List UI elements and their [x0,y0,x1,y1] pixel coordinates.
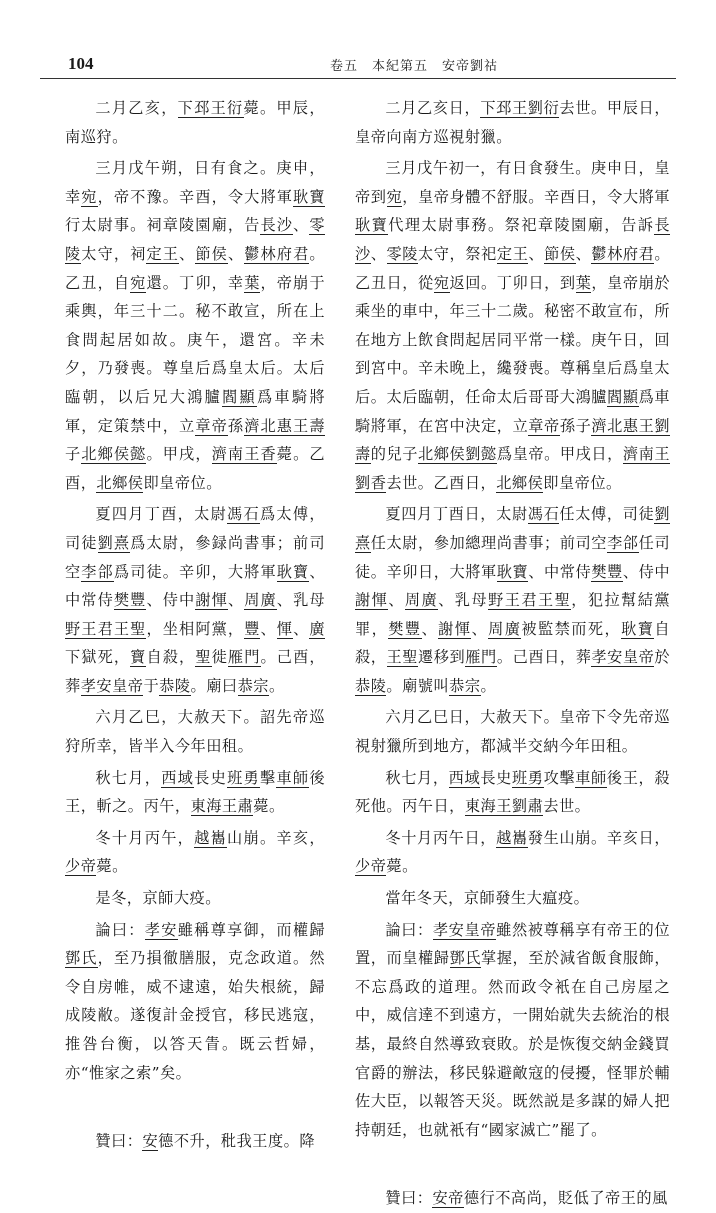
proper-noun: 車師 [276,768,310,787]
proper-noun: 節侯 [195,244,228,263]
proper-noun: 北鄉侯 [81,445,131,464]
text-run: 、 [293,619,310,638]
proper-noun: 少帝 [355,857,387,876]
proper-noun: 班勇 [227,768,260,787]
text-run: 任太傅，司徒 [559,505,655,524]
proper-noun: 車師 [575,768,607,787]
proper-noun: 懿 [130,445,147,464]
text-run: 攻擊 [543,768,576,787]
text-run: 被監禁而死， [521,619,622,638]
proper-noun: 廣 [309,619,326,638]
proper-noun: 謝惲 [195,591,228,610]
proper-noun: 閻顯 [607,387,639,406]
text-run: 德不升，秕我王度。降 [158,1132,316,1151]
proper-noun: 劉熹 [355,505,671,552]
text-run: 。廟曰 [190,676,238,695]
proper-noun: 耿寶 [496,562,529,581]
proper-noun: 下邳王 [177,99,228,117]
proper-noun: 王聖 [386,648,419,667]
proper-noun: 馮石 [227,505,260,524]
text-run: 冬十月丙午日， [385,828,497,847]
text-run: 夏四月丁酉日，太尉 [385,505,528,524]
proper-noun: 王聖 [537,591,572,610]
proper-noun: 謝惲 [438,619,472,638]
text-run: 雖稱尊享御，而權歸 [177,920,326,939]
text-run: 擊 [259,768,277,787]
proper-noun: 寶 [130,648,147,667]
text-run: 雖然被尊稱享有帝王的位置，而皇權歸 [355,920,671,968]
proper-noun: 雁門 [465,648,497,667]
proper-noun: 豐 [244,619,261,638]
text-run: 贊曰： [95,1132,143,1151]
text-run: 太守，祠 [81,244,147,263]
text-run: 下獄死， [65,648,131,667]
text-run: 、乳母 [438,591,489,610]
text-run: 。 [480,676,497,695]
proper-noun: 周廣 [404,591,439,610]
text-run: 六月乙巳，大赦天下。詔先帝巡狩所幸，皆半入今年田租。 [65,708,325,756]
text-run: 德行不高尚，貶低了帝王的風 [463,1189,668,1208]
proper-noun: 周廣 [244,591,277,610]
proper-noun: 恭宗 [449,676,481,695]
proper-noun: 孝安皇帝 [432,920,497,939]
text-run: 、侍中 [146,591,196,610]
text-run: 冬十月丙午， [95,828,195,847]
text-run: 當年冬天，京師發生大瘟疫。 [385,889,590,908]
text-run: 。乙丑，自 [65,244,326,292]
text-run: 。己酉日，葬 [496,648,592,667]
proper-noun: 鬱林府君 [591,244,655,263]
text-run: 徙 [211,648,228,667]
text-run: 薨。甲辰，南巡狩。 [65,99,326,146]
proper-noun: 謝惲 [355,591,389,610]
text-run: 、 [370,244,387,263]
text-run: 論曰： [95,920,145,939]
proper-noun: 鬱林府君 [244,244,310,263]
proper-noun: 孝安皇帝 [591,648,655,667]
proper-noun: 北鄉侯 [496,473,544,492]
text-run: 。乙丑日，從 [355,244,671,292]
text-run: 爲車騎將軍，在宮中決定，立 [355,387,671,435]
text-run: 去世。乙酉日， [386,473,497,492]
paragraph [355,94,670,151]
proper-noun: 越巂 [194,828,228,847]
text-run: 代理太尉事務。祭祀章陵園廟，告訴 [388,216,655,235]
text-run: 行太尉事。祠章陵園廟，告 [65,216,261,235]
proper-noun: 安帝 [432,1189,464,1208]
paragraph [355,884,670,913]
text-run: 于 [143,676,160,695]
text-run: 。甲戌， [146,445,212,464]
text-run: 三月戊午初一，有日食發生。庚申日，皇帝到 [355,159,670,206]
proper-noun: 聖 [195,648,212,667]
text-run: 山崩。辛亥， [227,828,326,847]
proper-noun: 越巂 [496,828,528,847]
text-run: 太守，祭祀 [418,244,497,263]
proper-noun: 北鄉侯 [96,473,144,492]
text-run: 六月乙巳日，大赦天下。皇帝下令先帝巡視射獵所到地方，都減半交納今年田租。 [355,708,670,756]
text-run: 、 [179,244,196,263]
paragraph [355,154,670,497]
text-run: 、侍中 [622,562,671,581]
text-run: 二月乙亥日， [385,99,481,117]
proper-noun: 濟南王 [622,445,671,464]
proper-noun: 劉熹 [97,533,131,552]
paragraph [355,916,670,1145]
text-run: 薨。 [96,857,128,876]
proper-noun: 濟北惠王 [591,416,655,435]
proper-noun: 馮石 [527,505,560,524]
text-run: 爲司徒。辛卯，大將軍 [113,562,277,581]
text-run: 遷移到 [418,648,466,667]
proper-noun: 樊豐 [591,562,623,581]
proper-noun: 野王君 [65,619,114,638]
proper-noun: 濟南王 [211,445,261,464]
proper-noun: 香 [260,445,277,464]
proper-noun: 肅 [237,797,254,816]
text-run: 、中常侍 [65,562,326,610]
paragraph [355,500,670,700]
text-run: 後王，殺死他。丙午日， [355,768,671,816]
proper-noun: 孝安皇帝 [80,676,144,695]
proper-noun: 零陵 [386,244,419,263]
proper-noun: 長沙 [355,216,671,263]
text-run: 。廟號叫 [386,676,450,695]
translation-column [355,94,671,1208]
text-run: 、 [293,216,310,235]
proper-noun: 西域 [448,768,481,787]
proper-noun: 宛 [433,273,450,292]
text-run: 後王，斬之。丙午， [65,768,326,816]
text-run: 、 [260,619,277,638]
text-run: 爲太尉，參録尚書事；前司空 [65,533,326,581]
proper-noun: 樊豐 [113,591,147,610]
text-run: 即皇帝位。 [143,473,222,492]
paragraph [65,1127,325,1156]
proper-noun: 零陵 [65,216,326,263]
running-head: 卷五 本紀第五 安帝劉祜 [330,59,499,74]
proper-noun: 恭陵 [159,676,191,695]
text-run: 任司徒。辛卯日，大將軍 [355,533,671,581]
proper-noun: 李郃 [607,533,639,552]
proper-noun: 王聖 [113,619,147,638]
proper-noun: 衍 [227,99,244,117]
text-run: 。己酉，葬 [65,648,326,695]
proper-noun: 劉衍 [527,99,560,117]
text-run: 還。丁卯，幸 [146,273,245,292]
proper-noun: 樊豐 [388,619,422,638]
text-run: 的兒子 [370,445,419,464]
text-run: 長史 [194,768,228,787]
proper-noun: 定王 [496,244,529,263]
text-run: 薨。 [386,857,418,876]
text-run: 孫 [227,416,245,435]
proper-noun: 少帝 [65,857,97,876]
proper-noun: 東海王 [190,797,238,816]
text-run: 、中常侍 [528,562,592,581]
paragraph [355,1184,670,1213]
proper-noun: 孝安 [144,920,178,939]
proper-noun: 西域 [161,768,195,787]
proper-noun: 雁門 [227,648,261,667]
proper-noun: 長沙 [260,216,294,235]
text-run: 二月乙亥， [95,99,178,117]
proper-noun: 耿寶 [276,562,310,581]
paragraph [355,824,670,881]
text-run: 秋七月， [385,768,449,787]
text-run: 長史 [480,768,512,787]
page-number: 104 [68,54,94,73]
proper-noun: 宛 [386,187,403,206]
proper-noun: 耿寶 [355,216,389,235]
text-run: ，至乃損徹膳服，克念政道。然令自房帷，威不逮遠，始失根統，歸成陵敝。遂復計金授官，移民逃寇，推咎台衡，以答天眚。既云哲婦，亦“惟家之索”矣。 [65,949,326,1082]
proper-noun: 班勇 [511,768,544,787]
proper-noun: 北鄉侯 [418,445,466,464]
proper-noun: 劉懿 [465,445,497,464]
text-run: 贊曰： [385,1189,433,1208]
proper-noun: 壽 [309,416,326,435]
text-run: 發生山崩。辛亥日， [527,828,671,847]
paragraph [65,884,325,913]
paragraph [65,764,325,821]
text-run: 、 [388,591,405,610]
proper-noun: 鄧氏 [449,949,482,968]
proper-noun: 葉 [244,273,261,292]
text-run: 秋七月， [95,768,162,787]
proper-noun: 野王君 [488,591,538,610]
proper-noun: 劉壽 [355,416,671,464]
proper-noun: 下邳王 [480,99,528,117]
proper-noun: 恭陵 [355,676,387,695]
text-run: 孫子 [559,416,592,435]
proper-noun: 宛 [130,273,147,292]
paragraph [65,916,325,1088]
text-run: 、乳母 [276,591,326,610]
text-run: ，皇帝身體不舒服。辛酉日，令大將軍 [402,187,671,206]
text-run: 三月戊午朔，日有食之。庚申，幸 [65,159,325,206]
text-run: ，帝不豫。辛酉，令大將軍 [97,187,294,206]
proper-noun: 劉香 [355,473,387,492]
paragraph [65,154,325,497]
text-run: ，帝崩于乘輿，年三十二。秘不敢宣，所在上食問起居如故。庚午，還宮。辛未夕，乃發喪。尊皇后爲皇太后。太后臨朝，以后兄大鴻臚 [65,273,326,406]
proper-noun: 惲 [276,619,294,638]
proper-noun: 耿寶 [621,619,655,638]
text-run: 任太尉，參加總理尚書事；前司空 [370,533,608,552]
text-run: 論曰： [385,920,433,939]
proper-noun: 東海王 [464,797,512,816]
text-run: ，犯拉幫結黨罪， [355,591,671,638]
proper-noun: 濟北惠王 [244,416,310,435]
text-run: 爲皇帝。甲戌日， [496,445,623,464]
text-run: 、 [227,591,245,610]
text-run: 、 [528,244,545,263]
proper-noun: 定王 [146,244,180,263]
text-run: 、 [575,244,592,263]
paragraph [355,703,670,760]
proper-noun: 章帝 [195,416,228,435]
proper-noun: 劉肅 [511,797,544,816]
proper-noun: 節侯 [544,244,576,263]
proper-noun: 恭宗 [237,676,269,695]
page-header [40,42,676,79]
proper-noun: 安 [142,1132,159,1151]
text-run: 掌握，至於減省飯食服飾，不忘爲政的道理。然而政令衹在自己房屋之中，威信達不到遠方，一開始就失去統治的根基，最終自然導致衰敗。於是恢復交納金錢買官爵的辦法，移民躲避敵寇的侵擾，怪罪於輔佐大臣，以報答天災。既然説是多謀的婦人把持朝廷，也就衹有“國家滅亡”罷了。 [355,949,671,1139]
text-run: 爲太傅，司徒 [65,505,326,552]
text-run: ，皇帝崩於乘坐的車中，年三十二歲。秘密不敢宣布，所在地方上飲食問起居同平常一樣。庚午日，回到宮中。辛未晚上，纔發喪。尊稱皇后爲皇太后。太后臨朝，任命太后哥哥大鴻臚 [355,273,671,406]
text-run: 子 [65,445,82,464]
proper-noun: 周廣 [488,619,522,638]
text-run: 於 [654,648,671,667]
text-run: 爲車騎將軍，定策禁中，立 [65,387,326,435]
paragraph [355,764,670,821]
text-run: 薨。 [253,797,285,816]
proper-noun: 李郃 [81,562,114,581]
paragraph [65,824,325,881]
classical-text-column [65,94,326,1151]
text-run: 夏四月丁酉，太尉 [95,505,228,524]
text-run: 去世。甲辰日，皇帝向南方巡視射獵。 [355,99,671,146]
text-run: 返回。丁卯日，到 [449,273,576,292]
text-run: 薨。乙酉， [65,445,326,492]
paragraph [65,703,325,760]
text-run: 、 [471,619,489,638]
paragraph [65,94,325,151]
proper-noun: 章帝 [528,416,560,435]
text-run: 去世。 [543,797,591,816]
paragraph [65,500,325,700]
text-run: 。 [268,676,285,695]
text-run: 、 [227,244,245,263]
text-run: 是冬，京師大疫。 [95,889,221,908]
proper-noun: 宛 [81,187,98,206]
proper-noun: 鄧氏 [65,949,98,968]
text-run: 自殺， [146,648,196,667]
text-run: 、 [421,619,439,638]
proper-noun: 閻顯 [222,387,257,406]
proper-noun: 葉 [575,273,592,292]
text-run: 即皇帝位。 [543,473,622,492]
text-run: ，坐相阿黨， [146,619,245,638]
proper-noun: 耿寶 [293,187,326,206]
text-run: 自殺， [355,619,671,667]
